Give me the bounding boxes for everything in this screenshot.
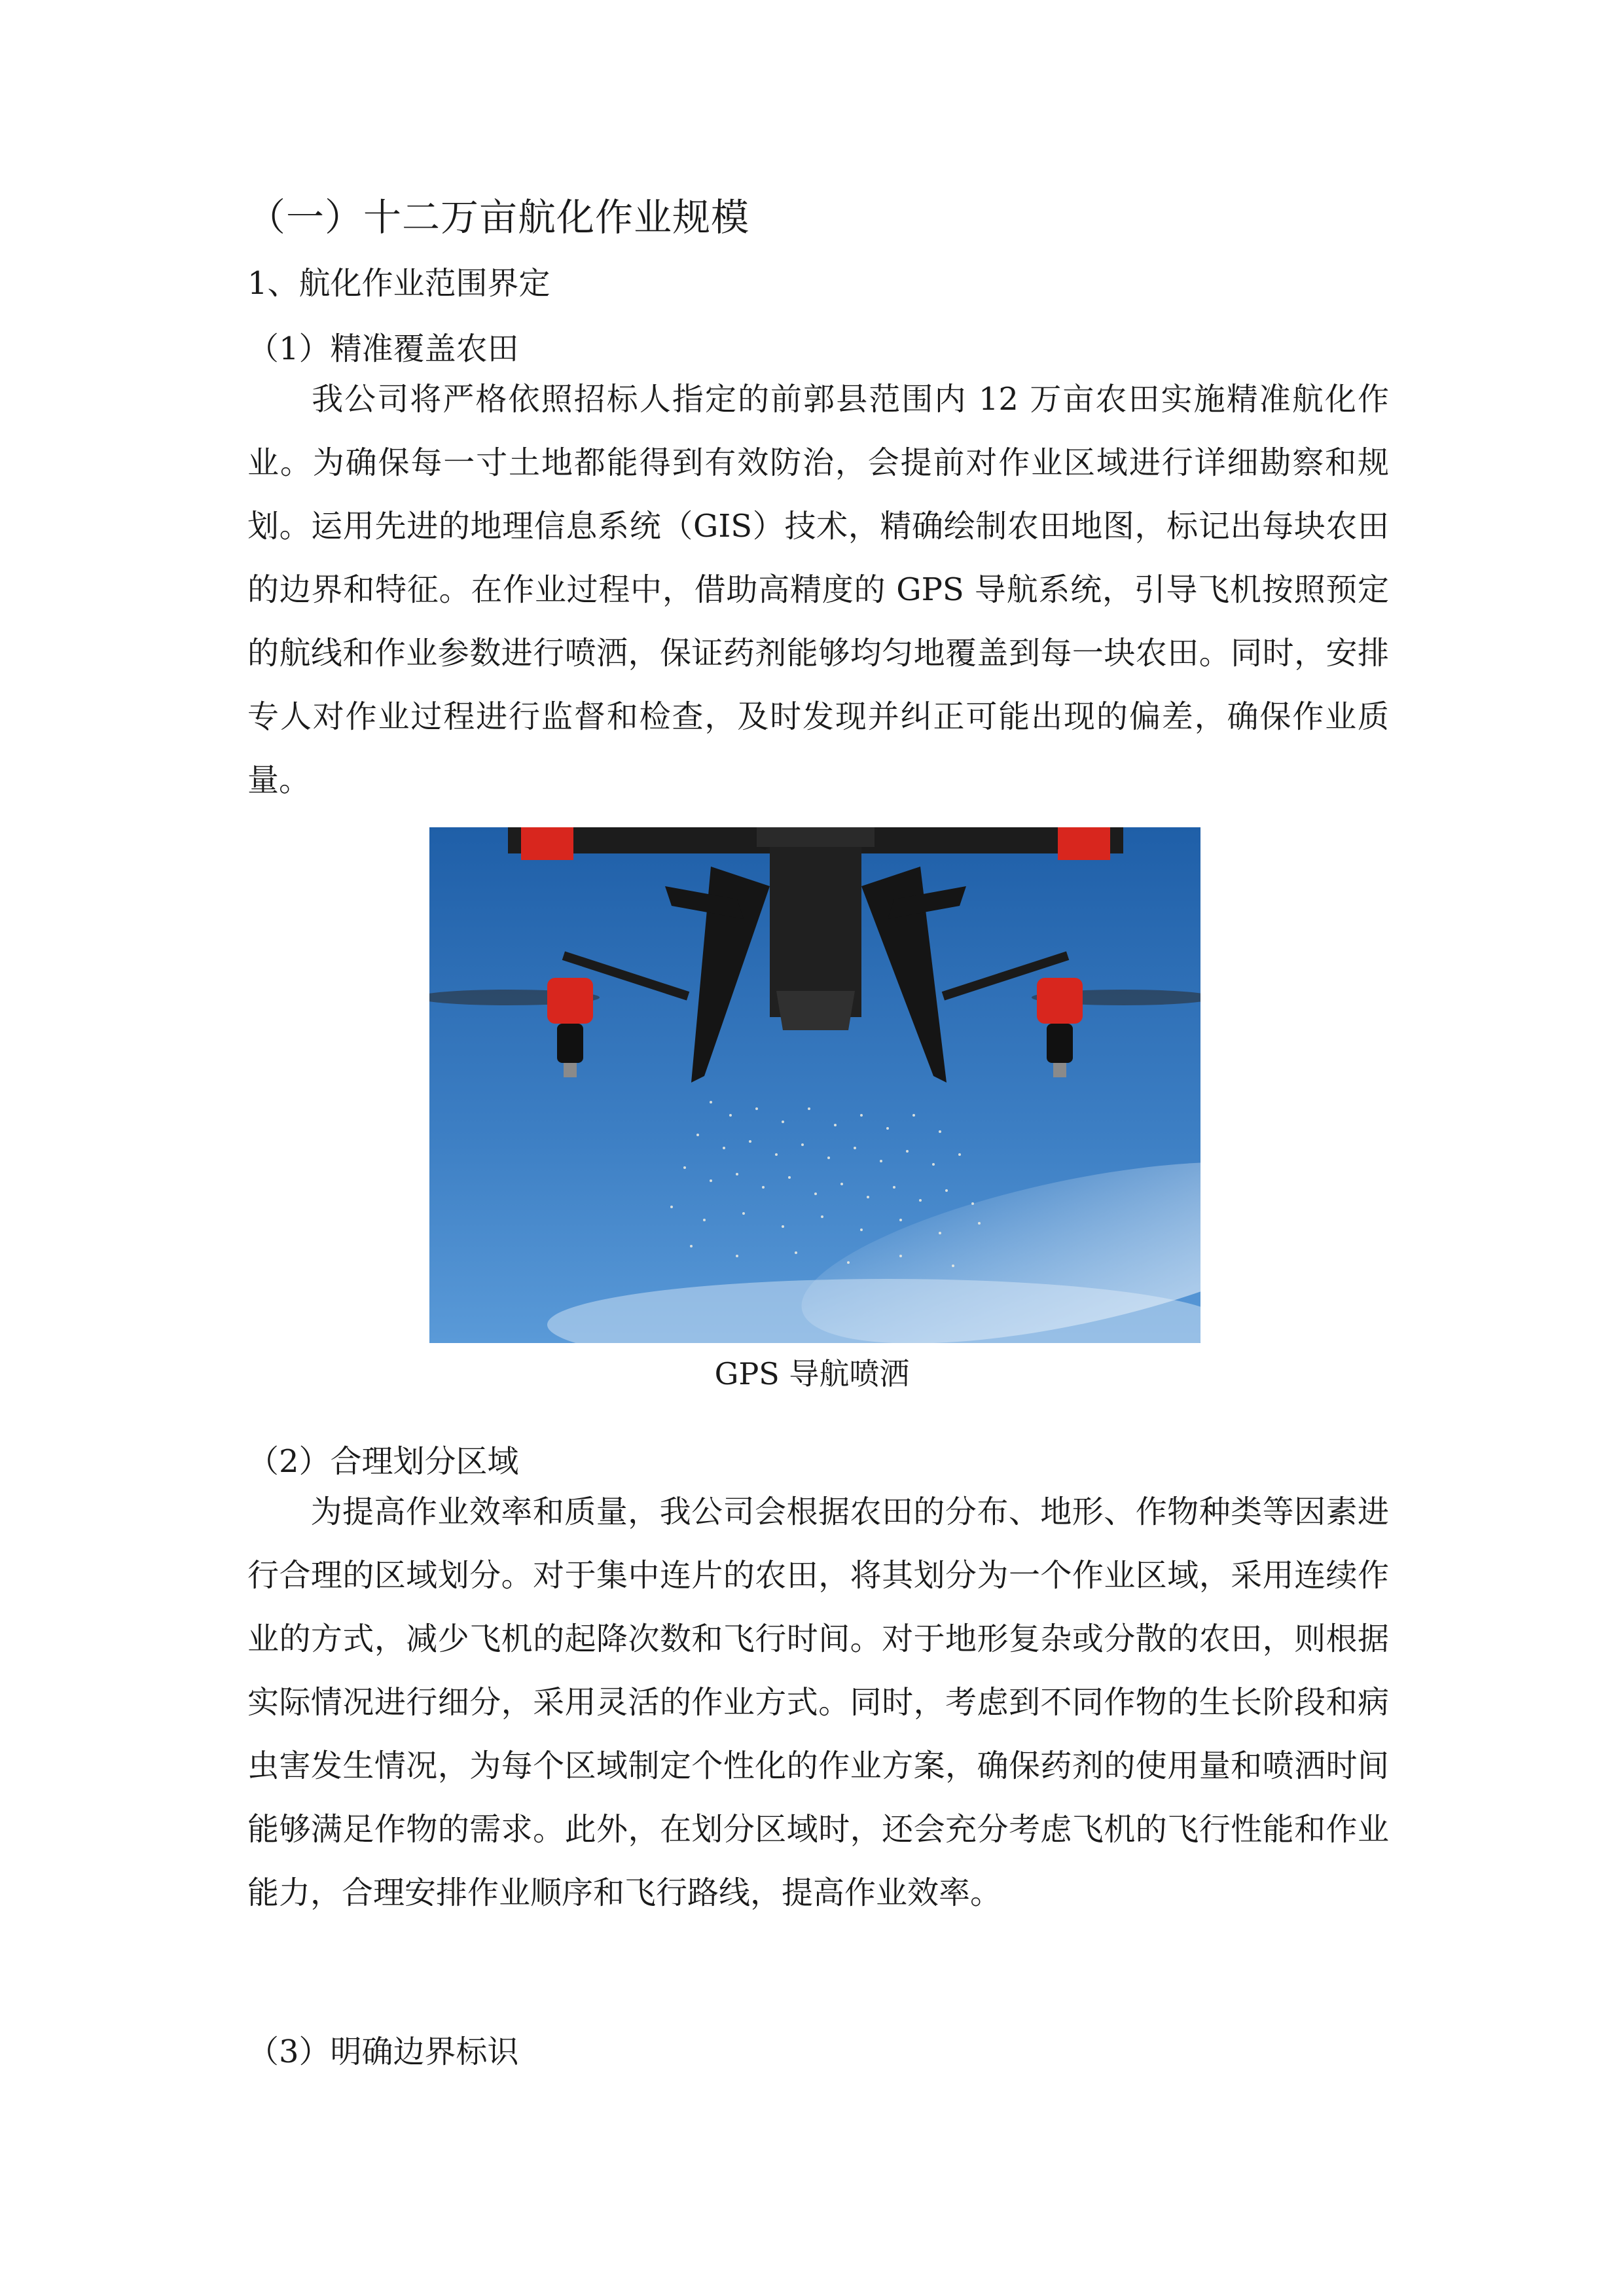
drone-spraying-photo bbox=[429, 827, 1200, 1343]
item-2-title: （2）合理划分区域 bbox=[247, 1443, 519, 1480]
figure-caption: GPS 导航喷洒 bbox=[714, 1356, 910, 1391]
item-1-paragraph-text: 我公司将严格依照招标人指定的前郭县范围内 12 万亩农田实施精准航化作业。为确保每一寸土地都能得到有效防治，会提前对作业区域进行详细勘察和规划。运用先进的地理信息系统（GIS）技术，精确绘制农田地图，标记出每块农田的边界和特征。在作业过程中，借助高精度的 GPS 导航系统，引导飞机按照预定的航线和作业参数进行喷洒，保证药剂能够均匀地覆盖到每一块农田。同时，安排专人对作业过程进行监督和检查，及时发现并纠正可能出现的偏差，确保作业质量。 bbox=[247, 381, 1389, 798]
item-1-title: （1）精准覆盖农田 bbox=[247, 331, 519, 367]
section-title: （一）十二万亩航化作业规模 bbox=[247, 195, 750, 240]
item-1-paragraph bbox=[247, 368, 1389, 812]
subsection-title: 1、航化作业范围界定 bbox=[247, 265, 550, 302]
item-1-paragraph-block bbox=[247, 368, 1389, 812]
item-2-paragraph-text: 为提高作业效率和质量，我公司会根据农田的分布、地形、作物种类等因素进行合理的区域划分。对于集中连片的农田，将其划分为一个作业区域，采用连续作业的方式，减少飞机的起降次数和飞行时间。对于地形复杂或分散的农田，则根据实际情况进行细分，采用灵活的作业方式。同时，考虑到不同作物的生长阶段和病虫害发生情况，为每个区域制定个性化的作业方案，确保药剂的使用量和喷洒时间能够满足作物的需求。此外，在划分区域时，还会充分考虑飞机的飞行性能和作业能力，合理安排作业顺序和飞行路线，提高作业效率。 bbox=[247, 1494, 1389, 1911]
item-2-paragraph-block bbox=[247, 1480, 1389, 1925]
item-3-title: （3）明确边界标识 bbox=[247, 2034, 519, 2070]
item-2-paragraph bbox=[247, 1480, 1389, 1925]
